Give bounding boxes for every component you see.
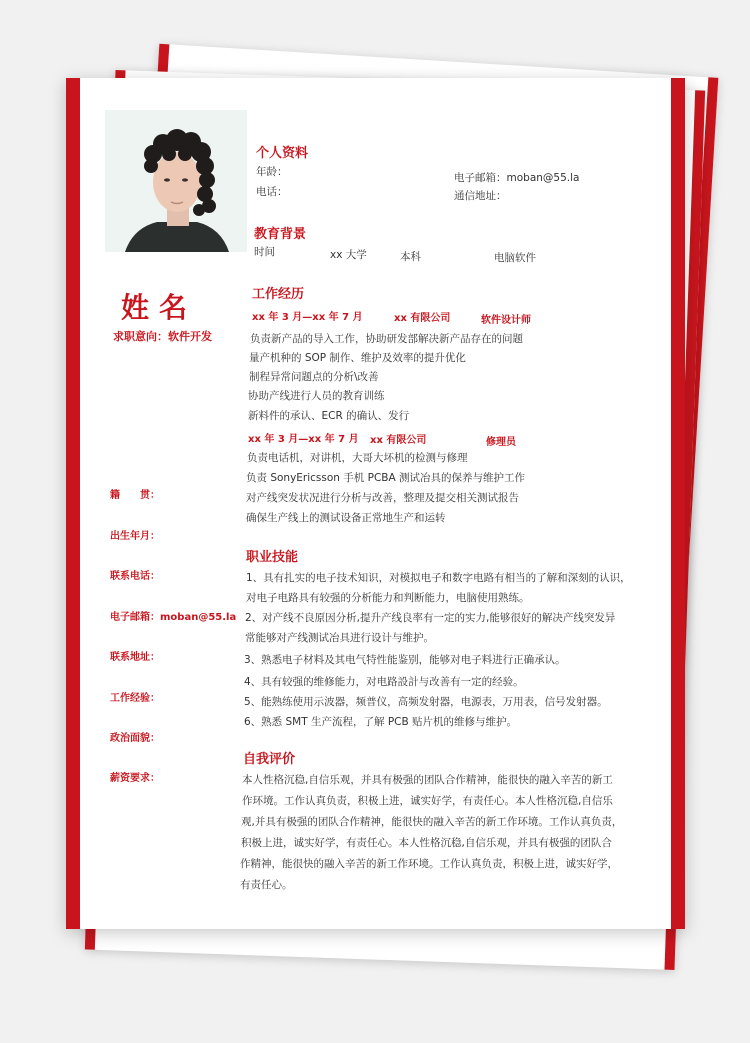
right-accent-bar	[671, 78, 685, 929]
job-1-line: 制程异常问题点的分析\改善	[249, 371, 379, 383]
skill-line: 5、能熟练使用示波器，频普仪，高频发射器，电源表，万用表，信号发射器。	[244, 696, 608, 708]
job-2-role: 修理员	[486, 437, 516, 448]
resume-page	[66, 78, 685, 929]
skill-line: 1、具有扎实的电子技术知识，对模拟电子和数字电路有相当的了解和深刻的认识，	[246, 572, 631, 584]
sidebar-item-birth: 出生年月：	[110, 531, 160, 542]
portrait-photo	[105, 110, 247, 252]
job-2-line: 负责 SonyEricsson 手机 PCBA 测试冶具的保养与维护工作	[246, 472, 526, 484]
sidebar-item-experience: 工作经验：	[110, 693, 160, 704]
education-school: xx 大学	[330, 249, 367, 261]
job-intent: 求职意向：软件开发	[113, 330, 212, 343]
skill-line: 4、具有较强的维修能力，对电路設計与改善有一定的经验。	[244, 676, 524, 688]
self-eval-line: 作环境。工作认真负责，积极上进，诚实好学，有责任心。本人性格沉稳,自信乐	[242, 795, 613, 807]
skill-line: 常能够对产线测试冶具进行设计与维护。	[245, 632, 434, 644]
address-label: 通信地址：	[454, 190, 507, 202]
job-1-company: xx 有限公司	[394, 313, 451, 324]
email-label: 电子邮箱：moban@55.la	[454, 172, 580, 184]
candidate-name: 姓名	[121, 291, 198, 324]
job-2-line: 确保生产线上的测试设备正常地生产和运转	[246, 512, 446, 524]
skills-title: 职业技能	[246, 550, 299, 565]
skill-line: 对电子电路具有较强的分析能力和判断能力，电脑使用熟练。	[246, 592, 530, 604]
job-1-line: 量产机种的 SOP 制作、维护及效率的提升优化	[249, 352, 466, 364]
sidebar-item-email: 电子邮箱：moban@55.la	[110, 612, 237, 623]
sidebar-item-salary: 薪资要求：	[110, 773, 160, 784]
skill-line: 6、熟悉 SMT 生产流程，了解 PCB 贴片机的维修与维护。	[244, 716, 518, 728]
job-1-line: 协助产线进行人员的教育训练	[248, 390, 385, 402]
self-eval-line: 积极上进，诚实好学，有责任心。本人性格沉稳,自信乐观，并具有极强的团队合	[241, 837, 612, 849]
experience-title: 工作经历	[252, 287, 305, 302]
job-1-period: xx 年 3 月—xx 年 7 月	[252, 312, 363, 323]
job-2-line: 对产线突发状况进行分析与改善，整理及提交相关测试报告	[246, 492, 519, 504]
phone-label: 电话：	[256, 186, 288, 198]
sidebar-item-address: 联系地址：	[110, 652, 160, 663]
education-major: 电脑软件	[494, 252, 536, 264]
job-1-line: 负责新产品的导入工作，协助研发部解决新产品存在的问题	[250, 333, 523, 345]
left-accent-bar	[66, 78, 80, 929]
job-2-company: xx 有限公司	[370, 435, 427, 446]
sidebar-item-hometown: 籍 贯：	[110, 490, 160, 501]
job-1-role: 软件设计师	[481, 315, 531, 326]
education-degree: 本科	[400, 251, 421, 263]
self-eval-line: 有责任心。	[240, 879, 293, 891]
age-label: 年龄：	[256, 166, 288, 178]
job-2-period: xx 年 3 月—xx 年 7 月	[248, 434, 359, 445]
skill-line: 3、熟悉电子材料及其电气特性能鉴别，能够对电子料进行正确承认。	[244, 654, 566, 666]
self-eval-line: 本人性格沉稳,自信乐观，并具有极强的团队合作精神，能很快的融入辛苦的新工	[242, 774, 613, 786]
self-eval-line: 作精神，能很快的融入辛苦的新工作环境。工作认真负责，积极上进，诚实好学，	[240, 858, 618, 870]
sidebar-item-phone: 联系电话：	[110, 571, 160, 582]
self-eval-title: 自我评价	[243, 752, 296, 767]
education-time: 时间	[254, 246, 275, 258]
sidebar-item-politics: 政治面貌：	[110, 733, 160, 744]
personal-info-title: 个人资料	[256, 146, 309, 161]
skill-line: 2、对产线不良原因分析,提升产线良率有一定的实力,能够很好的解决产线突发异	[245, 612, 616, 624]
self-eval-line: 观,并具有极强的团队合作精神，能很快的融入辛苦的新工作环境。工作认真负责，	[241, 816, 623, 828]
education-title: 教育背景	[254, 227, 307, 242]
job-2-line: 负责电话机，对讲机，大哥大坏机的检测与修理	[247, 452, 468, 464]
job-1-line: 新料件的承认、ECR 的确认、发行	[248, 410, 410, 422]
